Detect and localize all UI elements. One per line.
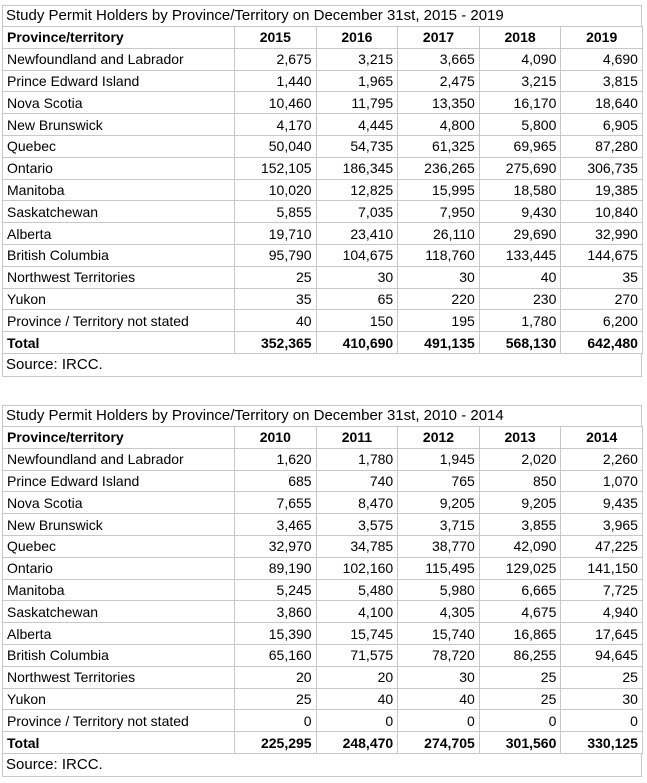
table-row — [3, 492, 643, 514]
value-cell: 30 — [561, 688, 643, 710]
value-cell: 18,640 — [561, 92, 643, 114]
total-row — [3, 332, 643, 354]
province-name-cell: New Brunswick — [3, 514, 235, 536]
column-header-year: 2015 — [235, 27, 317, 49]
province-name-cell: British Columbia — [3, 644, 235, 666]
value-cell: 129,025 — [479, 557, 561, 579]
table-row — [3, 114, 643, 136]
value-cell: 10,020 — [235, 179, 317, 201]
value-cell: 0 — [561, 710, 643, 732]
value-cell: 25 — [235, 688, 317, 710]
value-cell: 32,970 — [235, 535, 317, 557]
value-cell: 20 — [316, 666, 398, 688]
value-cell: 141,150 — [561, 557, 643, 579]
value-cell: 0 — [235, 710, 317, 732]
province-name-cell: Quebec — [3, 135, 235, 157]
data-table — [2, 426, 643, 754]
value-cell: 3,815 — [561, 70, 643, 92]
value-cell: 25 — [479, 688, 561, 710]
value-cell: 61,325 — [398, 135, 480, 157]
value-cell: 4,800 — [398, 114, 480, 136]
value-cell: 40 — [316, 688, 398, 710]
province-name-cell: Ontario — [3, 557, 235, 579]
value-cell: 16,170 — [479, 92, 561, 114]
province-name-cell: New Brunswick — [3, 114, 235, 136]
value-cell: 4,675 — [479, 601, 561, 623]
value-cell: 1,440 — [235, 70, 317, 92]
province-name-cell: Northwest Territories — [3, 266, 235, 288]
value-cell: 5,245 — [235, 579, 317, 601]
value-cell: 133,445 — [479, 244, 561, 266]
province-name-cell: Prince Edward Island — [3, 70, 235, 92]
value-cell: 3,715 — [398, 514, 480, 536]
value-cell: 7,725 — [561, 579, 643, 601]
value-cell: 152,105 — [235, 157, 317, 179]
value-cell: 9,430 — [479, 201, 561, 223]
column-header-year: 2013 — [479, 427, 561, 449]
study-permit-table-2010-2014 — [2, 405, 642, 777]
value-cell: 4,690 — [561, 48, 643, 70]
total-value-cell: 301,560 — [479, 732, 561, 754]
table-row — [3, 557, 643, 579]
value-cell: 9,205 — [479, 492, 561, 514]
value-cell: 6,905 — [561, 114, 643, 136]
province-name-cell: British Columbia — [3, 244, 235, 266]
value-cell: 19,710 — [235, 223, 317, 245]
value-cell: 7,035 — [316, 201, 398, 223]
value-cell: 5,800 — [479, 114, 561, 136]
value-cell: 4,445 — [316, 114, 398, 136]
header-row — [3, 27, 643, 49]
value-cell: 94,645 — [561, 644, 643, 666]
value-cell: 5,980 — [398, 579, 480, 601]
value-cell: 50,040 — [235, 135, 317, 157]
province-name-cell: Nova Scotia — [3, 492, 235, 514]
province-name-cell: Northwest Territories — [3, 666, 235, 688]
value-cell: 1,070 — [561, 470, 643, 492]
table-row — [3, 157, 643, 179]
value-cell: 34,785 — [316, 535, 398, 557]
province-name-cell: Province / Territory not stated — [3, 710, 235, 732]
value-cell: 86,255 — [479, 644, 561, 666]
province-name-cell: Alberta — [3, 223, 235, 245]
value-cell: 30 — [316, 266, 398, 288]
value-cell: 236,265 — [398, 157, 480, 179]
total-value-cell: 225,295 — [235, 732, 317, 754]
value-cell: 2,675 — [235, 48, 317, 70]
source-note: Source: IRCC. — [2, 754, 642, 777]
value-cell: 2,475 — [398, 70, 480, 92]
value-cell: 0 — [398, 710, 480, 732]
value-cell: 3,215 — [316, 48, 398, 70]
value-cell: 15,740 — [398, 623, 480, 645]
value-cell: 12,825 — [316, 179, 398, 201]
table-row — [3, 514, 643, 536]
table-row — [3, 70, 643, 92]
column-header-province: Province/territory — [3, 27, 235, 49]
value-cell: 2,020 — [479, 448, 561, 470]
total-value-cell: 352,365 — [235, 332, 317, 354]
value-cell: 30 — [398, 266, 480, 288]
value-cell: 26,110 — [398, 223, 480, 245]
value-cell: 765 — [398, 470, 480, 492]
value-cell: 3,965 — [561, 514, 643, 536]
province-name-cell: Nova Scotia — [3, 92, 235, 114]
value-cell: 8,470 — [316, 492, 398, 514]
value-cell: 230 — [479, 288, 561, 310]
value-cell: 35 — [235, 288, 317, 310]
total-value-cell: 410,690 — [316, 332, 398, 354]
value-cell: 29,690 — [479, 223, 561, 245]
column-header-year: 2010 — [235, 427, 317, 449]
value-cell: 186,345 — [316, 157, 398, 179]
value-cell: 10,460 — [235, 92, 317, 114]
value-cell: 144,675 — [561, 244, 643, 266]
value-cell: 25 — [235, 266, 317, 288]
table-title: Study Permit Holders by Province/Territory on December 31st, 2015 - 2019 — [2, 5, 642, 26]
value-cell: 87,280 — [561, 135, 643, 157]
value-cell: 195 — [398, 310, 480, 332]
province-name-cell: Saskatchewan — [3, 201, 235, 223]
value-cell: 20 — [235, 666, 317, 688]
table-row — [3, 288, 643, 310]
value-cell: 5,480 — [316, 579, 398, 601]
value-cell: 740 — [316, 470, 398, 492]
table-row — [3, 710, 643, 732]
table-row — [3, 470, 643, 492]
value-cell: 1,780 — [479, 310, 561, 332]
table-row — [3, 92, 643, 114]
value-cell: 4,170 — [235, 114, 317, 136]
total-label: Total — [3, 332, 235, 354]
value-cell: 4,940 — [561, 601, 643, 623]
value-cell: 220 — [398, 288, 480, 310]
province-name-cell: Manitoba — [3, 579, 235, 601]
province-name-cell: Yukon — [3, 288, 235, 310]
value-cell: 95,790 — [235, 244, 317, 266]
value-cell: 118,760 — [398, 244, 480, 266]
column-header-year: 2019 — [561, 27, 643, 49]
value-cell: 685 — [235, 470, 317, 492]
value-cell: 1,965 — [316, 70, 398, 92]
value-cell: 25 — [561, 666, 643, 688]
table-row — [3, 223, 643, 245]
value-cell: 23,410 — [316, 223, 398, 245]
value-cell: 275,690 — [479, 157, 561, 179]
value-cell: 104,675 — [316, 244, 398, 266]
total-row — [3, 732, 643, 754]
value-cell: 32,990 — [561, 223, 643, 245]
column-header-year: 2014 — [561, 427, 643, 449]
value-cell: 17,645 — [561, 623, 643, 645]
value-cell: 6,665 — [479, 579, 561, 601]
value-cell: 3,465 — [235, 514, 317, 536]
value-cell: 40 — [479, 266, 561, 288]
value-cell: 47,225 — [561, 535, 643, 557]
province-name-cell: Yukon — [3, 688, 235, 710]
total-value-cell: 491,135 — [398, 332, 480, 354]
value-cell: 0 — [316, 710, 398, 732]
value-cell: 71,575 — [316, 644, 398, 666]
value-cell: 4,305 — [398, 601, 480, 623]
value-cell: 65 — [316, 288, 398, 310]
value-cell: 150 — [316, 310, 398, 332]
total-value-cell: 568,130 — [479, 332, 561, 354]
value-cell: 5,855 — [235, 201, 317, 223]
value-cell: 115,495 — [398, 557, 480, 579]
table-row — [3, 448, 643, 470]
value-cell: 40 — [235, 310, 317, 332]
value-cell: 9,205 — [398, 492, 480, 514]
value-cell: 30 — [398, 666, 480, 688]
province-name-cell: Saskatchewan — [3, 601, 235, 623]
province-name-cell: Alberta — [3, 623, 235, 645]
value-cell: 6,200 — [561, 310, 643, 332]
value-cell: 18,580 — [479, 179, 561, 201]
value-cell: 15,745 — [316, 623, 398, 645]
table-row — [3, 48, 643, 70]
table-row — [3, 244, 643, 266]
value-cell: 0 — [479, 710, 561, 732]
province-name-cell: Prince Edward Island — [3, 470, 235, 492]
province-name-cell: Newfoundland and Labrador — [3, 48, 235, 70]
table-row — [3, 266, 643, 288]
province-name-cell: Newfoundland and Labrador — [3, 448, 235, 470]
source-note: Source: IRCC. — [2, 354, 642, 377]
value-cell: 69,965 — [479, 135, 561, 157]
value-cell: 3,215 — [479, 70, 561, 92]
value-cell: 4,100 — [316, 601, 398, 623]
value-cell: 42,090 — [479, 535, 561, 557]
value-cell: 1,945 — [398, 448, 480, 470]
value-cell: 11,795 — [316, 92, 398, 114]
table-title: Study Permit Holders by Province/Territory on December 31st, 2010 - 2014 — [2, 405, 642, 426]
column-header-province: Province/territory — [3, 427, 235, 449]
value-cell: 65,160 — [235, 644, 317, 666]
column-header-year: 2016 — [316, 27, 398, 49]
value-cell: 9,435 — [561, 492, 643, 514]
value-cell: 102,160 — [316, 557, 398, 579]
total-value-cell: 642,480 — [561, 332, 643, 354]
value-cell: 16,865 — [479, 623, 561, 645]
value-cell: 1,780 — [316, 448, 398, 470]
value-cell: 78,720 — [398, 644, 480, 666]
value-cell: 3,860 — [235, 601, 317, 623]
table-row — [3, 601, 643, 623]
province-name-cell: Province / Territory not stated — [3, 310, 235, 332]
value-cell: 850 — [479, 470, 561, 492]
table-row — [3, 201, 643, 223]
value-cell: 35 — [561, 266, 643, 288]
table-row — [3, 535, 643, 557]
total-value-cell: 248,470 — [316, 732, 398, 754]
total-label: Total — [3, 732, 235, 754]
total-value-cell: 274,705 — [398, 732, 480, 754]
table-row — [3, 310, 643, 332]
value-cell: 15,995 — [398, 179, 480, 201]
column-header-year: 2012 — [398, 427, 480, 449]
table-row — [3, 579, 643, 601]
value-cell: 38,770 — [398, 535, 480, 557]
column-header-year: 2011 — [316, 427, 398, 449]
value-cell: 3,855 — [479, 514, 561, 536]
total-value-cell: 330,125 — [561, 732, 643, 754]
value-cell: 7,655 — [235, 492, 317, 514]
value-cell: 25 — [479, 666, 561, 688]
column-header-year: 2017 — [398, 27, 480, 49]
value-cell: 1,620 — [235, 448, 317, 470]
column-header-year: 2018 — [479, 27, 561, 49]
value-cell: 7,950 — [398, 201, 480, 223]
data-table — [2, 26, 643, 354]
value-cell: 270 — [561, 288, 643, 310]
value-cell: 306,735 — [561, 157, 643, 179]
table-row — [3, 688, 643, 710]
value-cell: 3,665 — [398, 48, 480, 70]
value-cell: 4,090 — [479, 48, 561, 70]
province-name-cell: Quebec — [3, 535, 235, 557]
value-cell: 10,840 — [561, 201, 643, 223]
province-name-cell: Ontario — [3, 157, 235, 179]
table-row — [3, 644, 643, 666]
table-row — [3, 623, 643, 645]
value-cell: 2,260 — [561, 448, 643, 470]
value-cell: 13,350 — [398, 92, 480, 114]
study-permit-table-2015-2019 — [2, 5, 642, 377]
value-cell: 89,190 — [235, 557, 317, 579]
value-cell: 3,575 — [316, 514, 398, 536]
table-row — [3, 179, 643, 201]
value-cell: 40 — [398, 688, 480, 710]
table-row — [3, 666, 643, 688]
header-row — [3, 427, 643, 449]
value-cell: 54,735 — [316, 135, 398, 157]
table-row — [3, 135, 643, 157]
province-name-cell: Manitoba — [3, 179, 235, 201]
value-cell: 15,390 — [235, 623, 317, 645]
value-cell: 19,385 — [561, 179, 643, 201]
